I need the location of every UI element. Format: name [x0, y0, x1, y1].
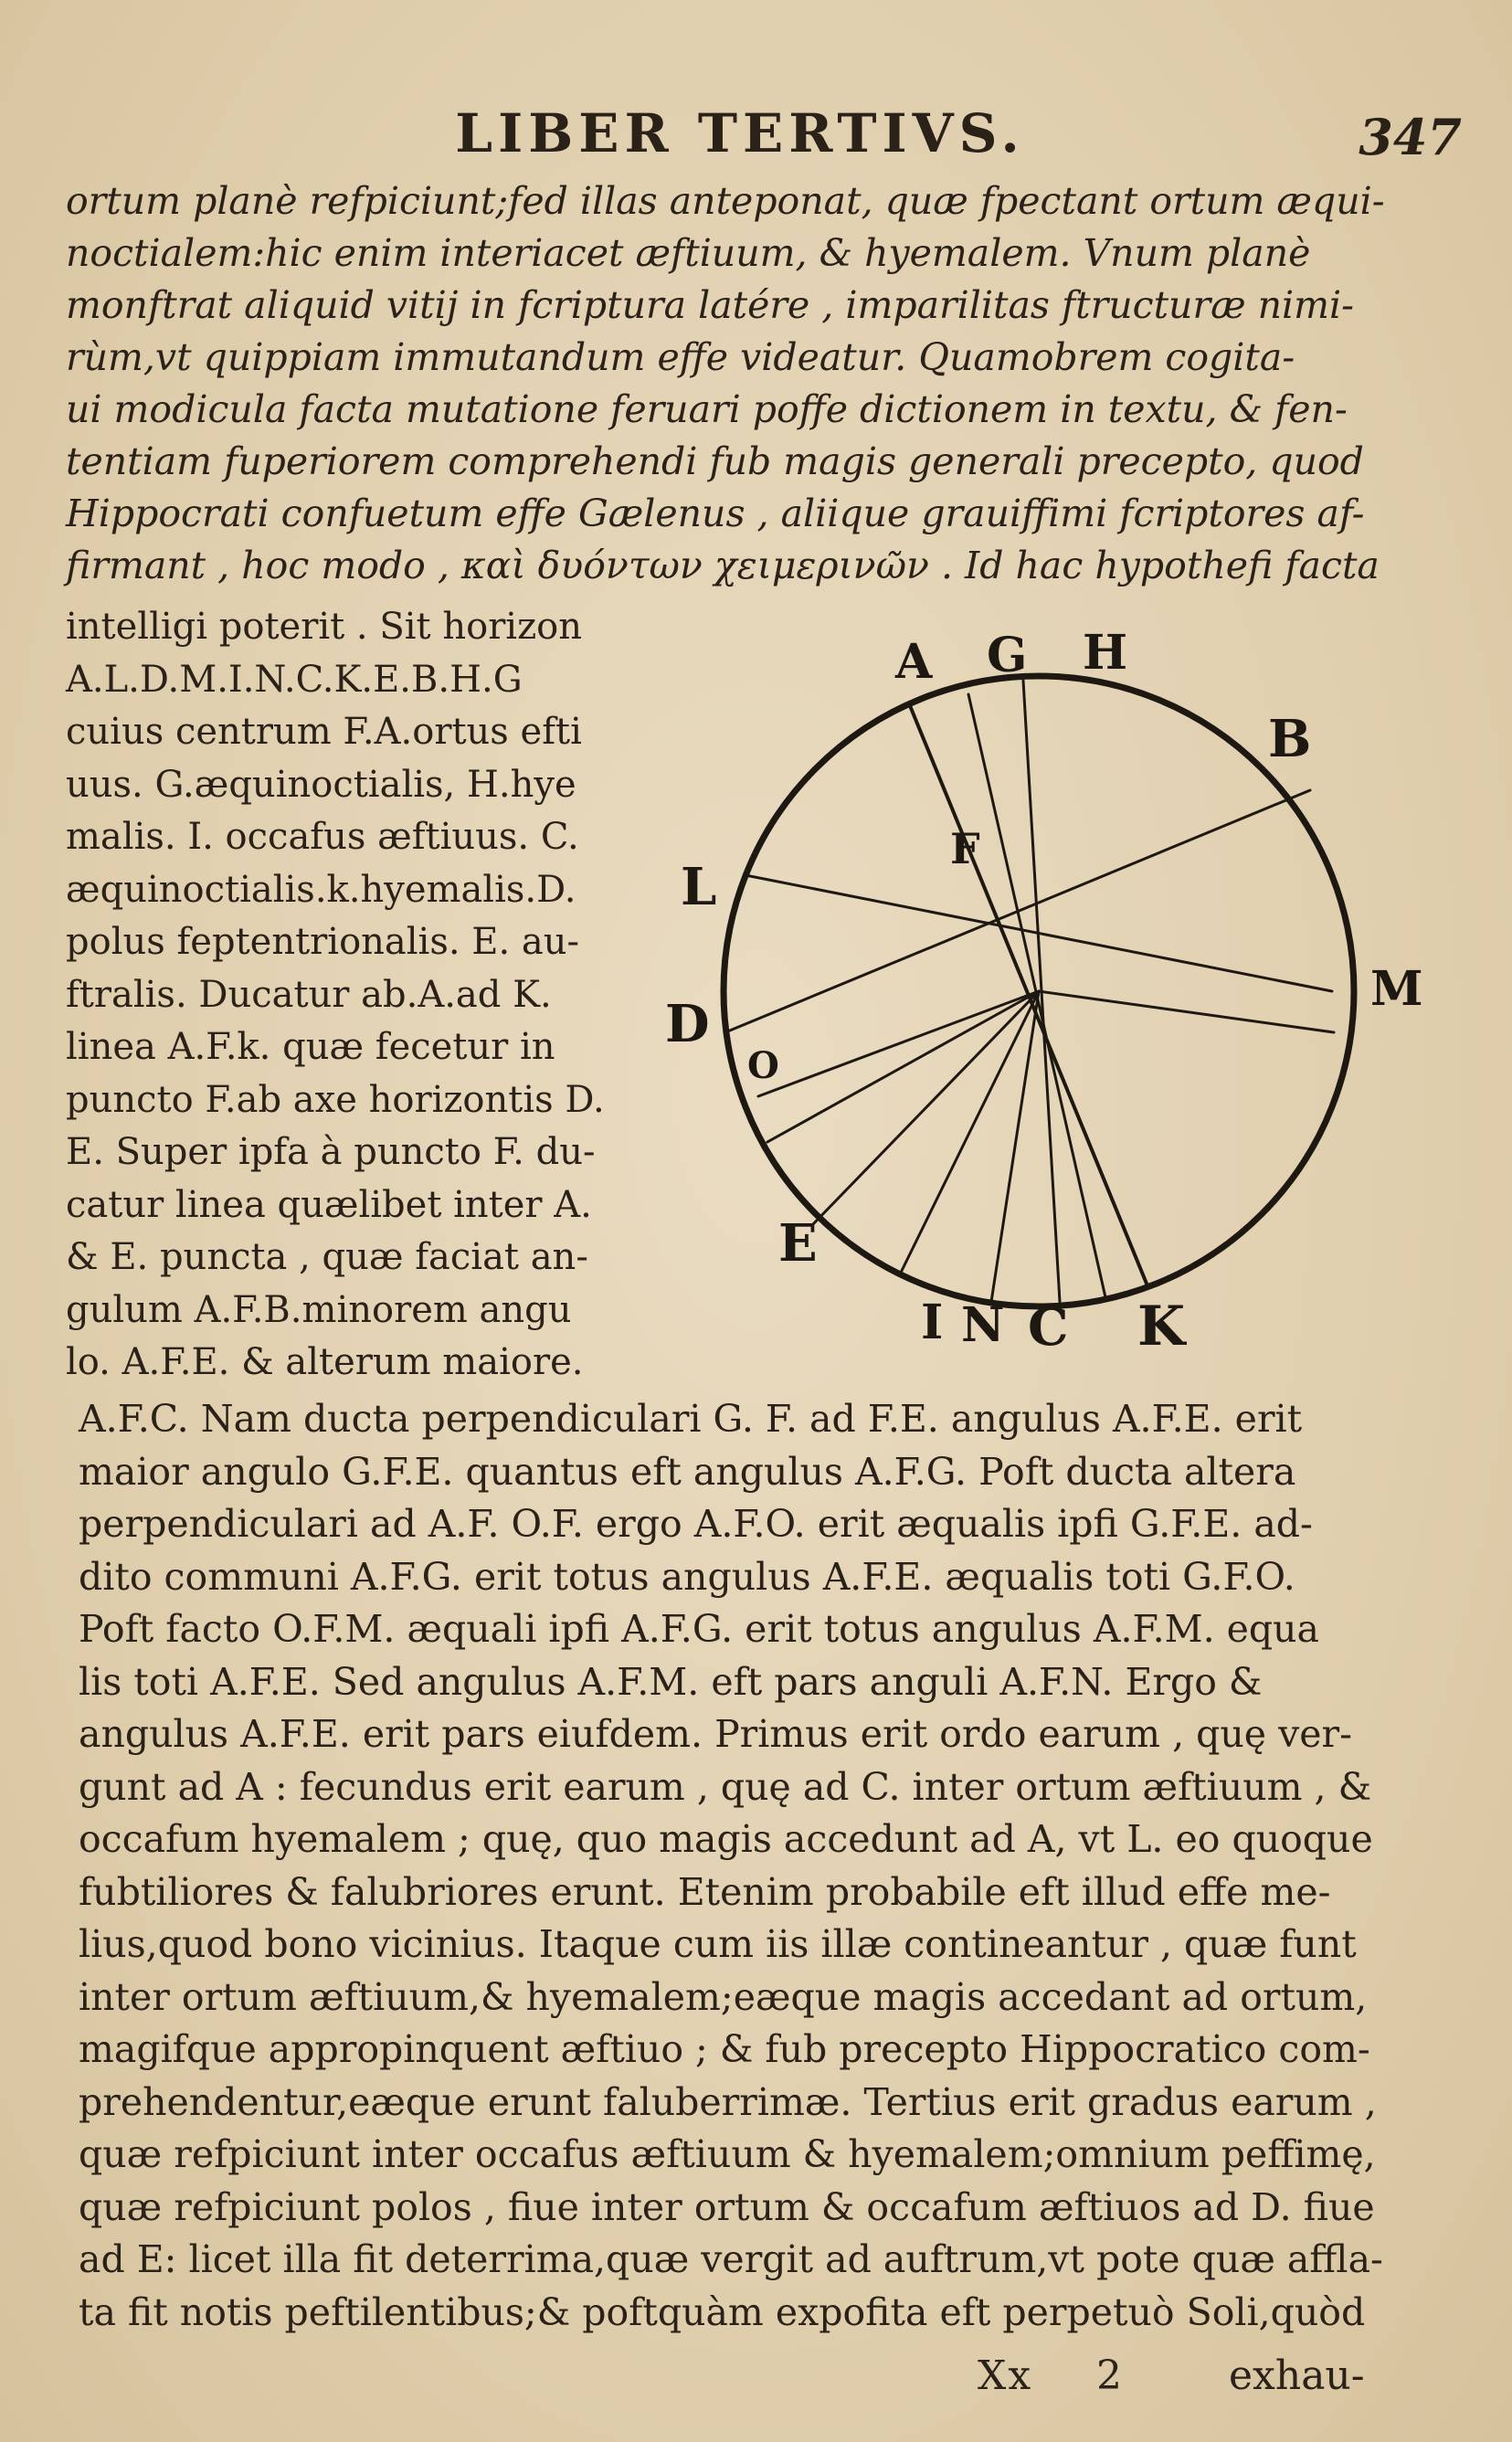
text-line: quæ refpiciunt inter occafus æftiuum & hyemalem;omnium peffimę,	[79, 2132, 1376, 2176]
line-a-k	[909, 703, 1147, 1284]
text-line: quæ refpiciunt polos , fiue inter ortum & occafum æftiuos ad D. fiue	[79, 2184, 1375, 2229]
text-line: lius,quod bono vicinius. Itaque cum iis illæ contineantur , quæ funt	[79, 1922, 1357, 1966]
signature-number: 2	[1096, 2352, 1122, 2399]
text-line: lo. A.F.E. & alterum maiore.	[66, 1341, 584, 1383]
label-m: M	[1370, 961, 1423, 1017]
line-f-o	[758, 991, 1039, 1096]
label-b: B	[1268, 709, 1312, 769]
text-line: linea A.F.k. quæ fecetur in	[66, 1026, 555, 1068]
label-g: G	[987, 628, 1028, 683]
horizon-circle-diagram	[665, 603, 1462, 1389]
text-line: æquinoctialis.k.hyemalis.D.	[66, 868, 576, 911]
label-f: F	[950, 824, 980, 873]
text-line: occafum hyemalem ; quę, quo magis accedunt ad A, vt L. eo quoque	[79, 1817, 1373, 1861]
label-a: A	[895, 634, 933, 690]
label-n: N	[961, 1297, 1005, 1353]
top-paragraph	[66, 175, 1454, 592]
label-k: K	[1137, 1295, 1186, 1358]
text-line: maior angulo G.F.E. quantus eft angulus A.F.G. Poft ducta altera	[79, 1449, 1296, 1494]
text-line: A.F.C. Nam ducta perpendiculari G. F. ad F.E. angulus A.F.E. erit	[79, 1397, 1303, 1441]
text-line: polus feptentrionalis. E. au-	[66, 921, 580, 963]
running-head: LIBER TERTIVS.	[455, 102, 1025, 164]
text-line: inter ortum æftiuum,& hyemalem;eæque magis accedant ad ortum,	[79, 1974, 1368, 2019]
text-line: lis toti A.F.E. Sed angulus A.F.M. eft pars anguli A.F.N. Ergo &	[79, 1659, 1263, 1704]
text-line: ftralis. Ducatur ab.A.ad K.	[66, 973, 552, 1016]
text-line: malis. I. occafus æftiuus. C.	[66, 816, 579, 858]
text-line: Poft facto O.F.M. æquali ipfi A.F.G. erit totus angulus A.F.M. equa	[79, 1607, 1320, 1651]
text-line: intelligi poterit . Sit horizon	[66, 606, 583, 648]
bottom-paragraph	[79, 1393, 1458, 2339]
text-line: cuius centrum F.A.ortus efti	[66, 711, 582, 753]
text-line: gulum A.F.B.minorem angu	[66, 1288, 572, 1331]
page-number: 347	[1359, 108, 1462, 166]
text-line: perpendiculari ad A.F. O.F. ergo A.F.O. erit æqualis ipfi G.F.E. ad-	[79, 1502, 1313, 1546]
text-line: firmant , hoc modo , καὶ δυόντων χειμερινῶν . Id hac hypothefi facta	[66, 544, 1380, 587]
text-line: E. Super ipfa à puncto F. du-	[66, 1131, 596, 1173]
label-d: D	[665, 994, 710, 1054]
text-line: prehendentur,eæque erunt faluberrimæ. Tertius erit gradus earum ,	[79, 2079, 1377, 2124]
text-line: puncto F.ab axe horizontis D.	[66, 1078, 605, 1121]
text-line: tentiam fuperiorem comprehendi fub magis generali precepto, quod	[66, 439, 1364, 483]
label-o: O	[747, 1044, 779, 1087]
text-line: rùm,vt quippiam immutandum effe videatur. Quamobrem cogita-	[66, 335, 1295, 379]
label-i: I	[921, 1295, 944, 1350]
label-l: L	[681, 857, 717, 917]
text-line: dito communi A.F.G. erit totus angulus A.F.E. æqualis toti G.F.O.	[79, 1554, 1295, 1599]
line-f-e	[767, 991, 1039, 1142]
text-line: ad E: licet illa fit deterrima,quæ vergit ad auftrum,vt pote quæ affla-	[79, 2237, 1383, 2281]
text-line: noctialem:hic enim interiacet æftiuum, & hyemalem. Vnum planè	[66, 231, 1311, 275]
text-line: uus. G.æquinoctialis, H.hye	[66, 763, 576, 806]
signature-mark: Xx	[978, 2352, 1033, 2399]
text-line: & E. puncta , quæ faciat an-	[66, 1236, 588, 1278]
text-line: A.L.D.M.I.N.C.K.E.B.H.G	[66, 658, 523, 701]
text-line: catur linea quælibet inter A.	[66, 1183, 592, 1226]
catchword: exhau-	[1229, 2352, 1365, 2399]
line-f-x	[1039, 991, 1334, 1032]
text-line: gunt ad A : fecundus erit earum , quę ad C. inter ortum æftiuum , &	[79, 1764, 1372, 1809]
side-paragraph	[66, 601, 650, 1390]
label-h: H	[1083, 625, 1128, 681]
label-c: C	[1028, 1297, 1069, 1358]
text-line: monftrat aliquid vitij in fcriptura latére , imparilitas ftructuræ nimi-	[66, 283, 1354, 327]
text-line: ui modicula facta mutatione feruari poffe dictionem in textu, & fen-	[66, 387, 1348, 431]
text-line: ortum planè refpiciunt;fed illas anteponat, quæ fpectant ortum æqui-	[66, 179, 1385, 223]
text-line: angulus A.F.E. erit pars eiufdem. Primus erit ordo earum , quę ver-	[79, 1712, 1352, 1756]
line-f-i	[813, 991, 1039, 1224]
text-line: Hippocrati confuetum effe Gælenus , aliique grauiffimi fcriptores af-	[66, 492, 1365, 535]
label-e: E	[778, 1213, 818, 1274]
text-line: magifque appropinquent æftiuo ; & fub precepto Hippocratico com-	[79, 2027, 1370, 2071]
text-line: ta fit notis peftilentibus;& poftquàm expofita eft perpetuò Soli,quòd	[79, 2289, 1366, 2334]
text-line: fubtiliores & falubriores erunt. Etenim probabile eft illud effe me-	[79, 1869, 1331, 1914]
